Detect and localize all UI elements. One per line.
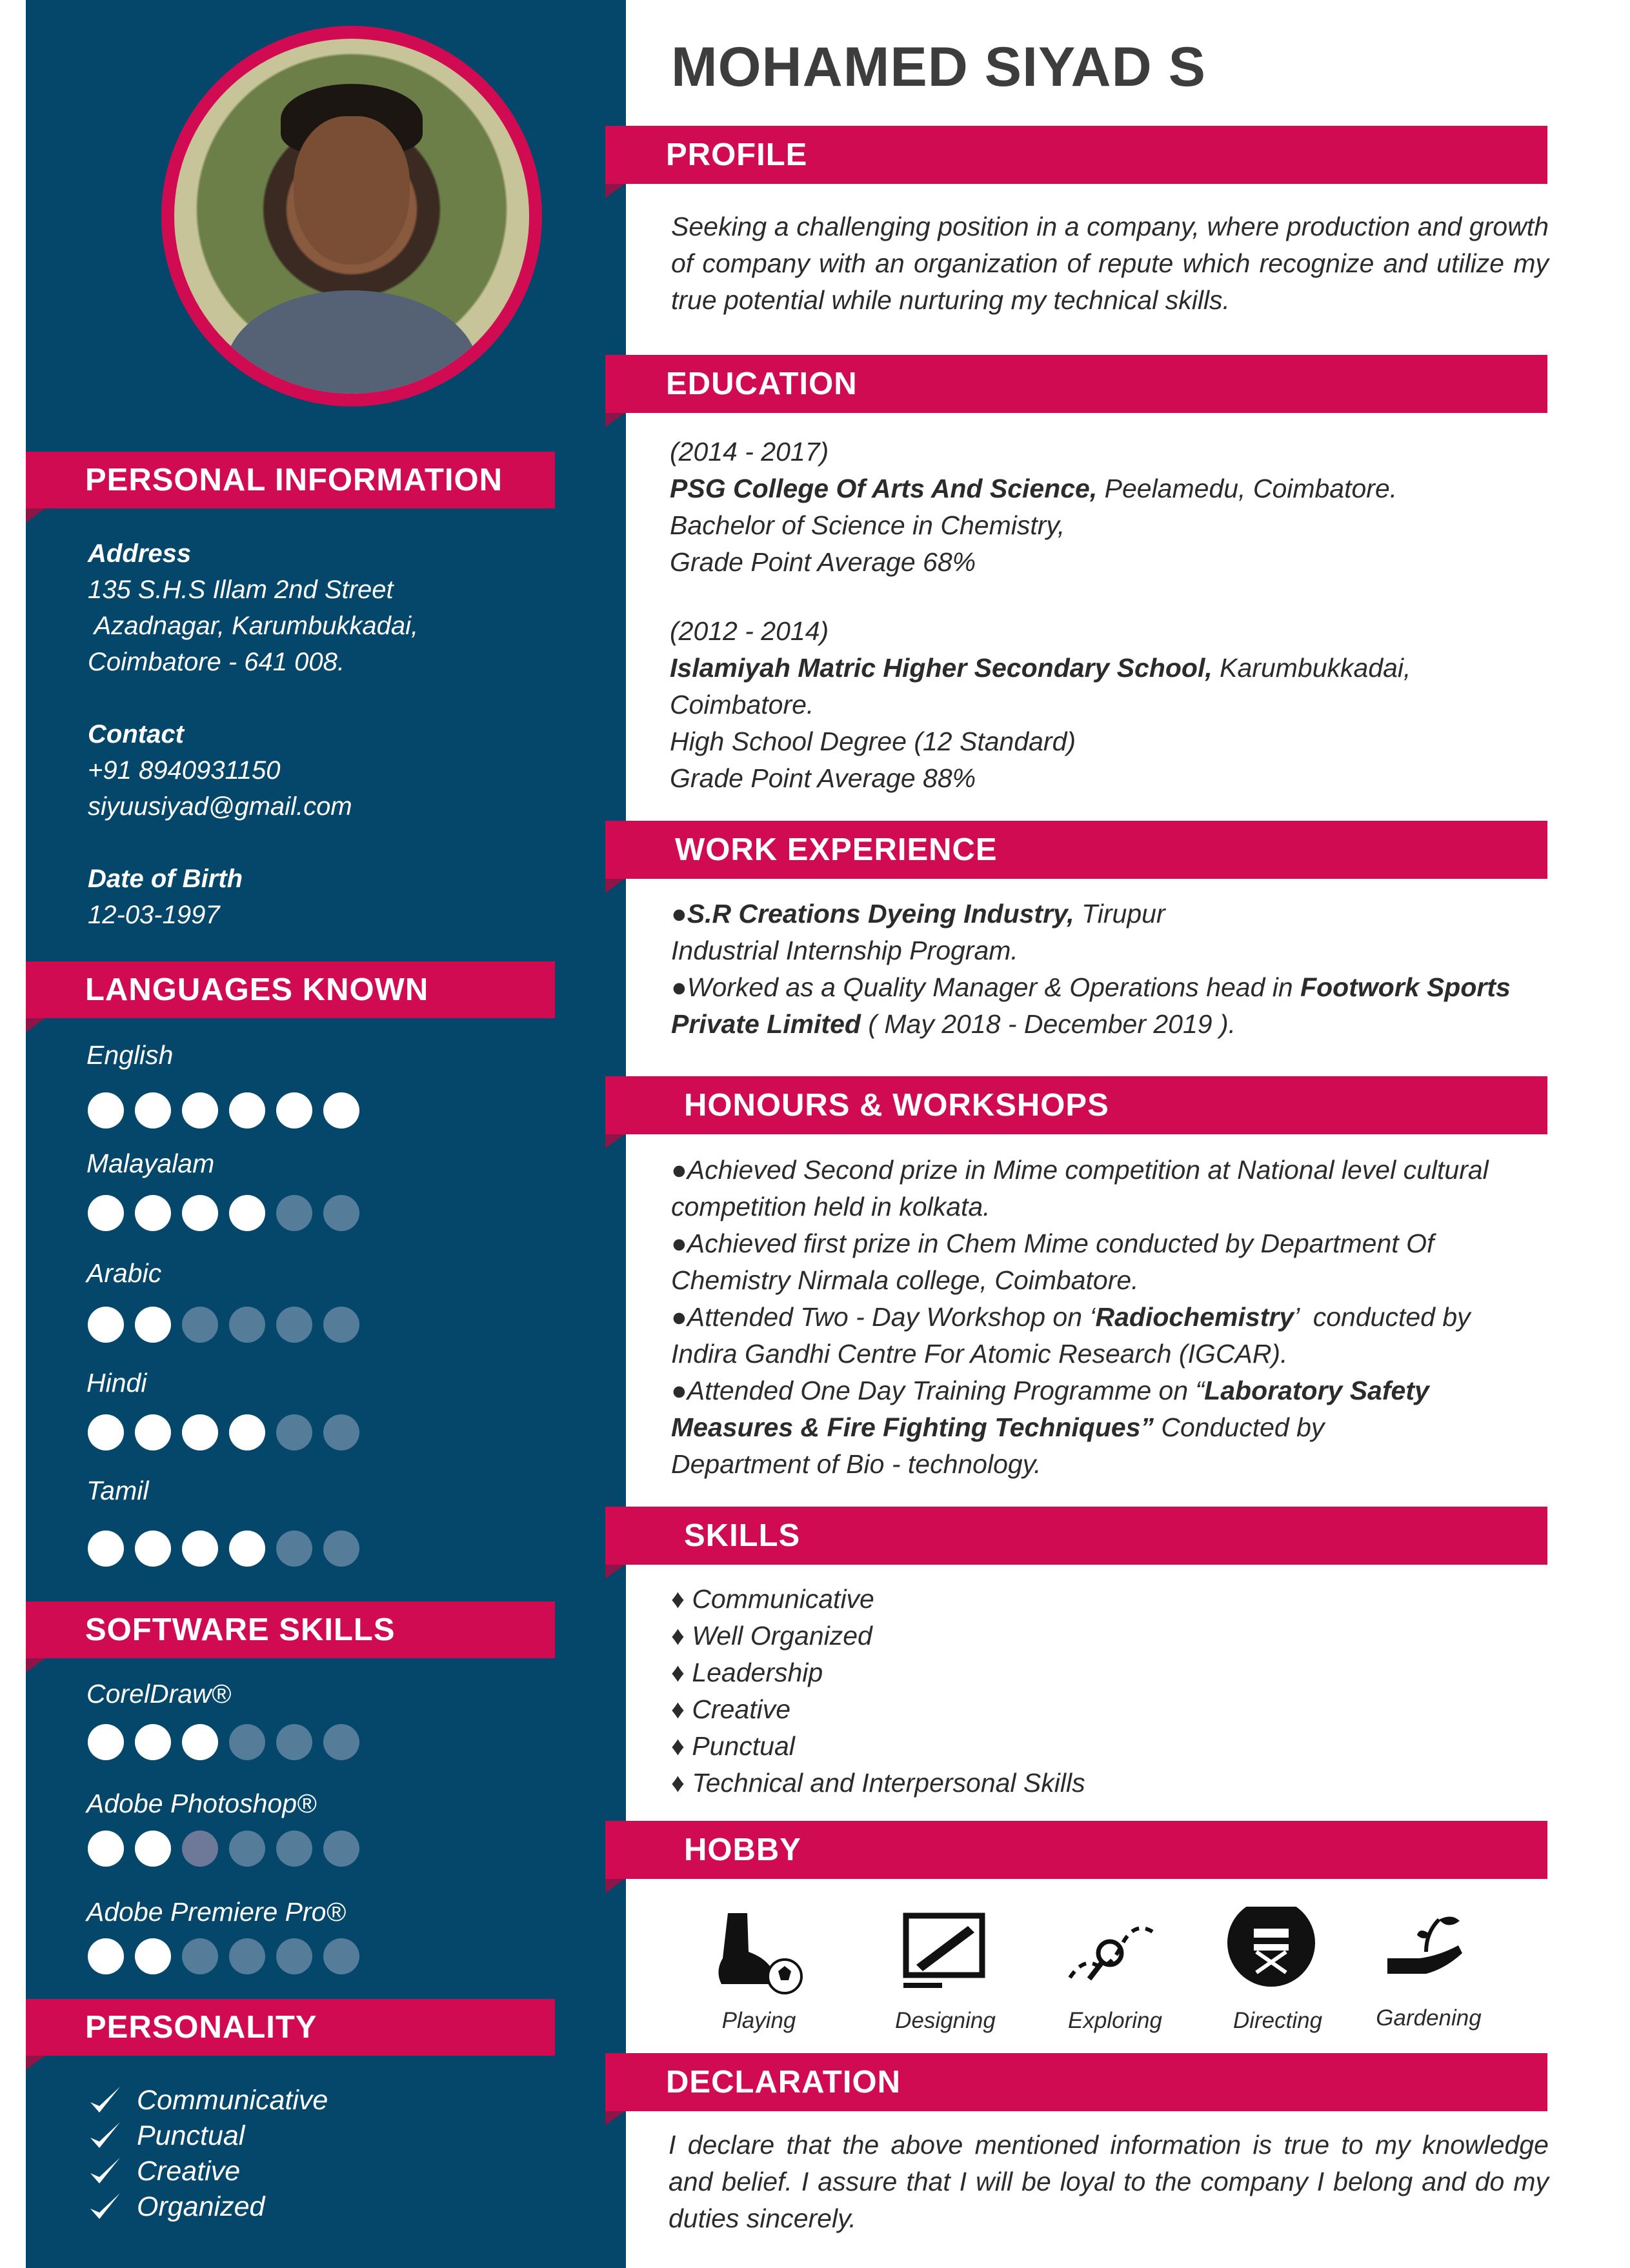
education-place: Peelamedu, Coimbatore. (1097, 474, 1398, 503)
language-rating (88, 1092, 359, 1129)
work-role-period: ( May 2018 - December 2019 ). (860, 1009, 1236, 1039)
checkmark-icon (88, 2189, 123, 2224)
rating-dot-empty (276, 1195, 312, 1231)
language-rating (88, 1530, 359, 1567)
rating-dot-filled (135, 1092, 171, 1129)
language-name: Malayalam (86, 1149, 215, 1178)
checkmark-icon (88, 2154, 123, 2189)
rating-dot-empty (276, 1831, 312, 1867)
software-name: Adobe Photoshop® (86, 1789, 317, 1818)
rating-dot-empty (276, 1938, 312, 1974)
work-place: Tirupur (1074, 899, 1165, 928)
diamond-bullet-icon: ♦ (671, 1621, 685, 1651)
contact-label: Contact (88, 720, 184, 748)
skill-item: Leadership (692, 1658, 823, 1687)
software-skills-heading: SOFTWARE SKILLS (26, 1601, 555, 1658)
language-name: Arabic (86, 1258, 162, 1288)
bullet: ● (671, 972, 687, 1002)
rating-dot-filled (88, 1092, 124, 1129)
phone-number: +91 8940931150 (88, 756, 281, 785)
rating-dot-filled (88, 1530, 124, 1567)
hobby-label: Directing (1233, 2008, 1323, 2033)
address-line-3: Coimbatore - 641 008. (88, 648, 345, 676)
rating-dot-empty (276, 1530, 312, 1567)
skill-item: Technical and Interpersonal Skills (692, 1768, 1085, 1798)
declaration-text: I declare that the above mentioned information is true to my knowledge and belief. I assure that I will be loyal to the company I belong and do my duties sincerely. (669, 2130, 1549, 2233)
profile-photo (174, 39, 529, 394)
language-name: English (86, 1040, 174, 1070)
hobby-label: Designing (895, 2008, 996, 2033)
personality-item (88, 2083, 328, 2118)
rating-dot-filled (135, 1195, 171, 1231)
checkmark-icon (88, 2083, 123, 2118)
rating-dot-empty (182, 1938, 218, 1974)
rating-dot-filled (88, 1414, 124, 1450)
rating-dot-empty (323, 1530, 359, 1567)
diamond-bullet-icon: ♦ (671, 1694, 685, 1724)
rating-dot-filled (229, 1092, 265, 1129)
sidebar (26, 0, 626, 2268)
honour-bold: Measures & Fire Fighting Techniques” (671, 1412, 1154, 1442)
education-years: (2012 - 2014) (670, 616, 829, 646)
rating-dot-filled (135, 1724, 171, 1760)
honour-item: Chemistry Nirmala college, Coimbatore. (671, 1265, 1139, 1295)
gardening-hand-icon (1381, 1907, 1478, 2003)
address-label: Address (88, 539, 192, 568)
rating-dot-empty (229, 1307, 265, 1343)
work-program: Industrial Internship Program. (671, 936, 1018, 965)
rating-dot-empty (229, 1938, 265, 1974)
education-detail: Bachelor of Science in Chemistry, (670, 510, 1065, 540)
rating-dot-filled (135, 1414, 171, 1450)
software-name: CorelDraw® (86, 1679, 231, 1709)
rating-dot-filled (88, 1195, 124, 1231)
design-monitor-icon (897, 1907, 994, 2003)
diamond-bullet-icon: ♦ (671, 1658, 685, 1687)
work-experience-heading: WORK EXPERIENCE (605, 821, 1547, 879)
rating-dot-filled (88, 1938, 124, 1974)
skill-item: Communicative (692, 1584, 874, 1614)
rating-dot-empty (323, 1724, 359, 1760)
bullet: ● (671, 899, 687, 928)
rating-dot-empty (182, 1307, 218, 1343)
honour-item: Attended One Day Training Programme on “ (687, 1376, 1205, 1405)
language-rating (88, 1307, 359, 1343)
rating-dot-filled (229, 1530, 265, 1567)
rating-dot-filled (88, 1724, 124, 1760)
personality-item-label: Punctual (137, 2120, 245, 2151)
honour-item: Achieved first prize in Chem Mime conducted by Department Of (687, 1229, 1434, 1258)
language-name: Tamil (86, 1476, 149, 1505)
hobby-heading: HOBBY (605, 1821, 1547, 1879)
rating-dot-filled (88, 1307, 124, 1343)
education-school: PSG College Of Arts And Science, (670, 474, 1098, 503)
rating-dot-filled (182, 1724, 218, 1760)
skills-list (671, 1581, 1549, 1801)
bullet: ● (671, 1302, 687, 1332)
personality-item-label: Organized (137, 2191, 265, 2222)
honour-item: competition held in kolkata. (671, 1192, 991, 1221)
date-of-birth: 12-03-1997 (88, 901, 220, 929)
education-heading: EDUCATION (605, 355, 1547, 413)
rating-dot-filled (135, 1530, 171, 1567)
personality-item (88, 2118, 245, 2153)
honour-item: Achieved Second prize in Mime competition at National level cultural (687, 1155, 1489, 1185)
football-boot-icon (709, 1907, 805, 2003)
rating-dot-filled (135, 1938, 171, 1974)
work-role-company: Private Limited (671, 1009, 861, 1039)
hobby-label: Exploring (1068, 2008, 1162, 2033)
language-rating (88, 1414, 359, 1450)
honour-item: Attended Two - Day Workshop on ‘ (687, 1302, 1096, 1332)
education-detail: Grade Point Average 88% (670, 763, 976, 793)
rating-dot-filled (135, 1307, 171, 1343)
declaration-heading: DECLARATION (605, 2053, 1547, 2111)
education-years: (2014 - 2017) (670, 437, 829, 467)
rating-dot-empty (323, 1831, 359, 1867)
software-rating (88, 1938, 359, 1974)
bullet: ● (671, 1229, 687, 1258)
rating-dot-empty (323, 1195, 359, 1231)
personality-item-label: Communicative (137, 2084, 328, 2116)
hobby-label: Gardening (1376, 2005, 1482, 2031)
education-detail: High School Degree (12 Standard) (670, 727, 1076, 756)
diamond-bullet-icon: ♦ (671, 1731, 685, 1761)
exploring-path-icon (1063, 1907, 1160, 2003)
rating-dot-filled (323, 1092, 359, 1129)
personal-information-heading: PERSONAL INFORMATION (26, 452, 555, 508)
work-company: S.R Creations Dyeing Industry, (687, 899, 1074, 928)
personality-item (88, 2154, 240, 2189)
personality-item (88, 2189, 265, 2224)
director-chair-icon (1223, 1907, 1320, 2003)
rating-dot-filled (182, 1530, 218, 1567)
skill-item: Punctual (692, 1731, 795, 1761)
rating-dot-empty (229, 1831, 265, 1867)
bullet: ● (671, 1376, 687, 1405)
checkmark-icon (88, 2118, 123, 2153)
rating-dot-empty (323, 1938, 359, 1974)
personal-information-block (88, 536, 418, 933)
work-experience-text (671, 896, 1549, 1043)
personality-item-label: Creative (137, 2155, 241, 2187)
skill-item: Creative (692, 1694, 790, 1724)
skill-item: Well Organized (692, 1621, 872, 1651)
honours-heading: HONOURS & WORKSHOPS (605, 1076, 1547, 1134)
skills-heading: SKILLS (605, 1507, 1547, 1565)
software-rating (88, 1724, 359, 1760)
diamond-bullet-icon: ♦ (671, 1584, 685, 1614)
candidate-name: MOHAMED SIYAD S (671, 36, 1206, 98)
address-line-1: 135 S.H.S Illam 2nd Street (88, 576, 394, 604)
hobby-label: Playing (721, 2008, 796, 2033)
work-role: Worked as a Quality Manager & Operations head in (687, 972, 1301, 1002)
software-name: Adobe Premiere Pro® (86, 1897, 346, 1927)
address-line-2: Azadnagar, Karumbukkadai, (88, 612, 419, 640)
diamond-bullet-icon: ♦ (671, 1768, 685, 1798)
education-detail: Grade Point Average 68% (670, 547, 976, 577)
rating-dot-filled (135, 1831, 171, 1867)
honour-item: Conducted by (1154, 1412, 1325, 1442)
personality-heading: PERSONALITY (26, 1999, 555, 2056)
rating-dot-empty (323, 1307, 359, 1343)
work-role-company: Footwork Sports (1300, 972, 1511, 1002)
education-entry (670, 613, 1547, 797)
honour-bold: Radiochemistry (1095, 1302, 1294, 1332)
dob-label: Date of Birth (88, 865, 243, 893)
education-detail: Coimbatore. (670, 690, 814, 719)
rating-dot-empty (276, 1724, 312, 1760)
rating-dot-filled (182, 1092, 218, 1129)
education-place: Karumbukkadai, (1212, 653, 1411, 683)
honour-item: Department of Bio - technology. (671, 1449, 1041, 1479)
rating-dot-empty (182, 1831, 218, 1867)
rating-dot-filled (182, 1414, 218, 1450)
languages-heading: LANGUAGES KNOWN (26, 961, 555, 1018)
education-school: Islamiyah Matric Higher Secondary School, (670, 653, 1212, 683)
education-entry (670, 434, 1547, 581)
honour-bold: Laboratory Safety (1204, 1376, 1429, 1405)
profile-heading: PROFILE (605, 126, 1547, 184)
honours-text (671, 1152, 1549, 1483)
software-rating (88, 1831, 359, 1867)
rating-dot-empty (276, 1307, 312, 1343)
bullet: ● (671, 1155, 687, 1185)
rating-dot-filled (88, 1831, 124, 1867)
profile-photo-frame (161, 26, 542, 406)
rating-dot-empty (229, 1724, 265, 1760)
rating-dot-filled (182, 1195, 218, 1231)
rating-dot-filled (276, 1092, 312, 1129)
honour-item: ’ conducted by (1294, 1302, 1471, 1332)
rating-dot-empty (323, 1414, 359, 1450)
profile-text: Seeking a challenging position in a company, where production and growth of company with an organization of repute which recognize and utilize my true potential while nurturing my technical skills. (671, 212, 1549, 315)
language-rating (88, 1195, 359, 1231)
rating-dot-empty (276, 1414, 312, 1450)
rating-dot-filled (229, 1195, 265, 1231)
rating-dot-filled (229, 1414, 265, 1450)
language-name: Hindi (86, 1368, 147, 1398)
email-address: siyuusiyad@gmail.com (88, 792, 352, 821)
honour-item: Indira Gandhi Centre For Atomic Research (IGCAR). (671, 1339, 1288, 1369)
